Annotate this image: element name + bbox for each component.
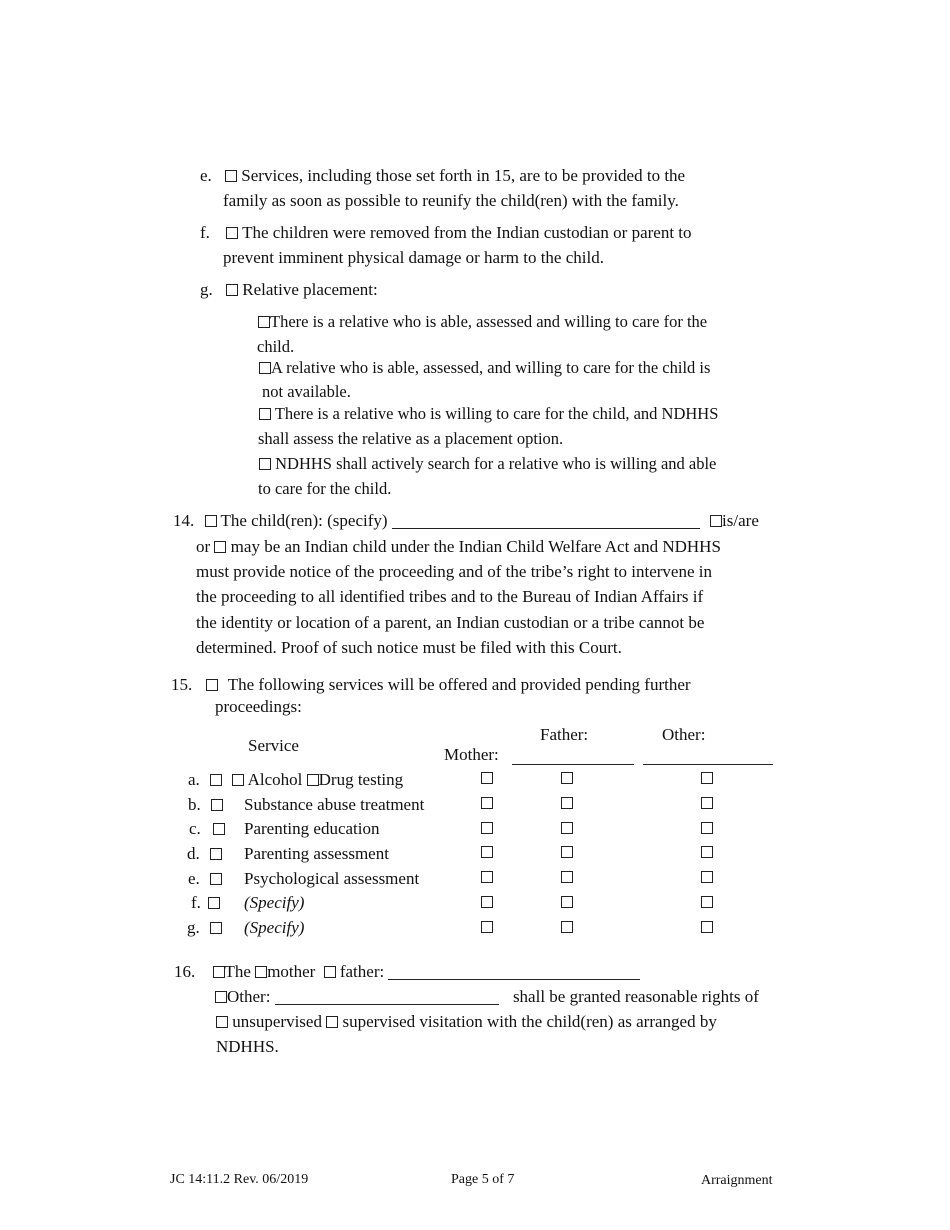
item-16: 16. The mother father:	[174, 959, 640, 984]
checkbox-16-other[interactable]	[215, 991, 227, 1003]
checkbox-father-e[interactable]	[561, 871, 573, 883]
checkbox-15[interactable]	[206, 679, 218, 691]
checkbox-16-mother[interactable]	[255, 966, 267, 978]
item-14-line6: determined. Proof of such notice must be filed with this Court.	[196, 638, 622, 657]
checkbox-unsupervised[interactable]	[216, 1016, 228, 1028]
checkbox-14[interactable]	[205, 515, 217, 527]
relative-option-1-line2: child.	[257, 337, 295, 356]
father-name-field[interactable]	[512, 764, 634, 765]
checkbox-relative-2[interactable]	[259, 362, 271, 374]
checkbox-other-f[interactable]	[701, 896, 713, 908]
relative-option-1: There is a relative who is able, assessed and willing to care for the	[258, 309, 707, 334]
checkbox-row-c[interactable]	[213, 823, 225, 835]
item-13e-line2: family as soon as possible to reunify the child(ren) with the family.	[223, 191, 679, 210]
other-visitation-field[interactable]	[275, 986, 499, 1005]
relative-option-3: There is a relative who is willing to care for the child, and NDHHS	[259, 401, 718, 426]
relative-option-2: A relative who is able, assessed, and willing to care for the child is	[259, 355, 710, 380]
service-specify-field[interactable]: (Specify)	[244, 918, 305, 937]
item-text: The children were removed from the Indian custodian or parent to	[242, 223, 692, 242]
item-16-line2: Other: shall be granted reasonable rights of	[215, 984, 759, 1009]
checkbox-13g[interactable]	[226, 284, 238, 296]
item-14-line4: the proceeding to all identified tribes and to the Bureau of Indian Affairs if	[196, 587, 704, 606]
other-name-field[interactable]	[643, 764, 773, 765]
item-letter: g.	[200, 280, 213, 299]
checkbox-other-a[interactable]	[701, 772, 713, 784]
checkbox-alcohol[interactable]	[232, 774, 244, 786]
relative-option-3-line2: shall assess the relative as a placement option.	[258, 429, 564, 448]
item-letter: e.	[200, 166, 212, 185]
checkbox-father-d[interactable]	[561, 846, 573, 858]
footer-form-id: JC 14:11.2 Rev. 06/2019	[170, 1172, 309, 1187]
checkbox-row-a[interactable]	[210, 774, 222, 786]
checkbox-may-be[interactable]	[214, 541, 226, 553]
relative-option-4-line2: to care for the child.	[258, 479, 392, 498]
header-father: Father:	[540, 725, 589, 744]
checkbox-father-a[interactable]	[561, 772, 573, 784]
checkbox-row-b[interactable]	[211, 799, 223, 811]
item-14: 14. The child(ren): (specify) is/are	[173, 511, 759, 530]
item-14-line3: must provide notice of the proceeding and of the tribe’s right to intervene in	[196, 562, 712, 581]
item-13g	[200, 277, 378, 302]
item-16-line4: NDHHS.	[216, 1037, 279, 1056]
checkbox-mother-f[interactable]	[481, 896, 493, 908]
checkbox-other-g[interactable]	[701, 921, 713, 933]
checkbox-relative-1[interactable]	[258, 316, 270, 328]
item-text: Services, including those set forth in 15, are to be provided to the	[241, 166, 686, 185]
item-14-prefix: The child(ren): (specify)	[220, 511, 388, 530]
checkbox-father-f[interactable]	[561, 896, 573, 908]
checkbox-mother-c[interactable]	[481, 822, 493, 834]
service-row-d: d.	[187, 841, 222, 866]
checkbox-mother-g[interactable]	[481, 921, 493, 933]
checkbox-relative-3[interactable]	[259, 408, 271, 420]
item-number: 16.	[174, 962, 196, 981]
service-specify-field[interactable]: (Specify)	[244, 893, 305, 912]
checkbox-mother-e[interactable]	[481, 871, 493, 883]
header-mother: Mother:	[444, 745, 499, 764]
header-other: Other:	[662, 725, 706, 744]
item-13f-line2: prevent imminent physical damage or harm to the child.	[223, 248, 604, 267]
item-letter: f.	[200, 223, 210, 242]
checkbox-mother-b[interactable]	[481, 797, 493, 809]
relative-option-2-line2: not available.	[262, 382, 351, 401]
checkbox-row-f[interactable]	[208, 897, 220, 909]
item-15-line2: proceedings:	[215, 697, 302, 716]
checkbox-other-e[interactable]	[701, 871, 713, 883]
service-row-e: e.	[188, 866, 222, 891]
service-row-a: a. Alcohol Drug testing	[188, 770, 404, 789]
checkbox-mother-a[interactable]	[481, 772, 493, 784]
relative-placement-label: Relative placement:	[242, 280, 378, 299]
item-16-line3: unsupervised supervised visitation with the child(ren) as arranged by	[216, 1009, 717, 1034]
child-specify-field[interactable]	[392, 510, 700, 529]
footer-title: Arraignment	[701, 1173, 773, 1188]
checkbox-other-b[interactable]	[701, 797, 713, 809]
checkbox-father-b[interactable]	[561, 797, 573, 809]
checkbox-row-g[interactable]	[210, 922, 222, 934]
service-row-f: f.	[191, 890, 220, 915]
checkbox-mother-d[interactable]	[481, 846, 493, 858]
item-14-line2: or may be an Indian child under the Indian Child Welfare Act and NDHHS	[196, 537, 721, 556]
checkbox-13e[interactable]	[225, 170, 237, 182]
service-name: Substance abuse treatment	[244, 795, 425, 814]
checkbox-father-g[interactable]	[561, 921, 573, 933]
checkbox-13f[interactable]	[226, 227, 238, 239]
checkbox-supervised[interactable]	[326, 1016, 338, 1028]
header-service: Service	[248, 736, 299, 755]
item-number: 15.	[171, 675, 193, 694]
checkbox-16-the[interactable]	[213, 966, 225, 978]
relative-option-4: NDHHS shall actively search for a relative who is willing and able	[259, 451, 716, 476]
father-visitation-field[interactable]	[388, 961, 640, 980]
service-row-b: b.	[188, 792, 223, 817]
checkbox-row-d[interactable]	[210, 848, 222, 860]
checkbox-row-e[interactable]	[210, 873, 222, 885]
item-15: 15. The following services will be offered and provided pending further	[171, 675, 691, 694]
checkbox-relative-4[interactable]	[259, 458, 271, 470]
checkbox-drug-testing[interactable]	[307, 774, 319, 786]
service-row-g: g.	[187, 915, 222, 940]
checkbox-father-c[interactable]	[561, 822, 573, 834]
checkbox-other-d[interactable]	[701, 846, 713, 858]
item-number: 14.	[173, 511, 195, 530]
checkbox-16-father[interactable]	[324, 966, 336, 978]
footer-page-number: Page 5 of 7	[451, 1172, 515, 1187]
service-row-c: c.	[189, 816, 225, 841]
item-13e	[200, 163, 685, 188]
checkbox-other-c[interactable]	[701, 822, 713, 834]
service-name: Psychological assessment	[244, 869, 420, 888]
item-13f	[200, 220, 692, 245]
service-name: Parenting education	[244, 819, 380, 838]
item-14-line5: the identity or location of a parent, an Indian custodian or a tribe cannot be	[196, 613, 705, 632]
checkbox-is-are[interactable]	[710, 515, 722, 527]
service-name: Parenting assessment	[244, 844, 389, 863]
